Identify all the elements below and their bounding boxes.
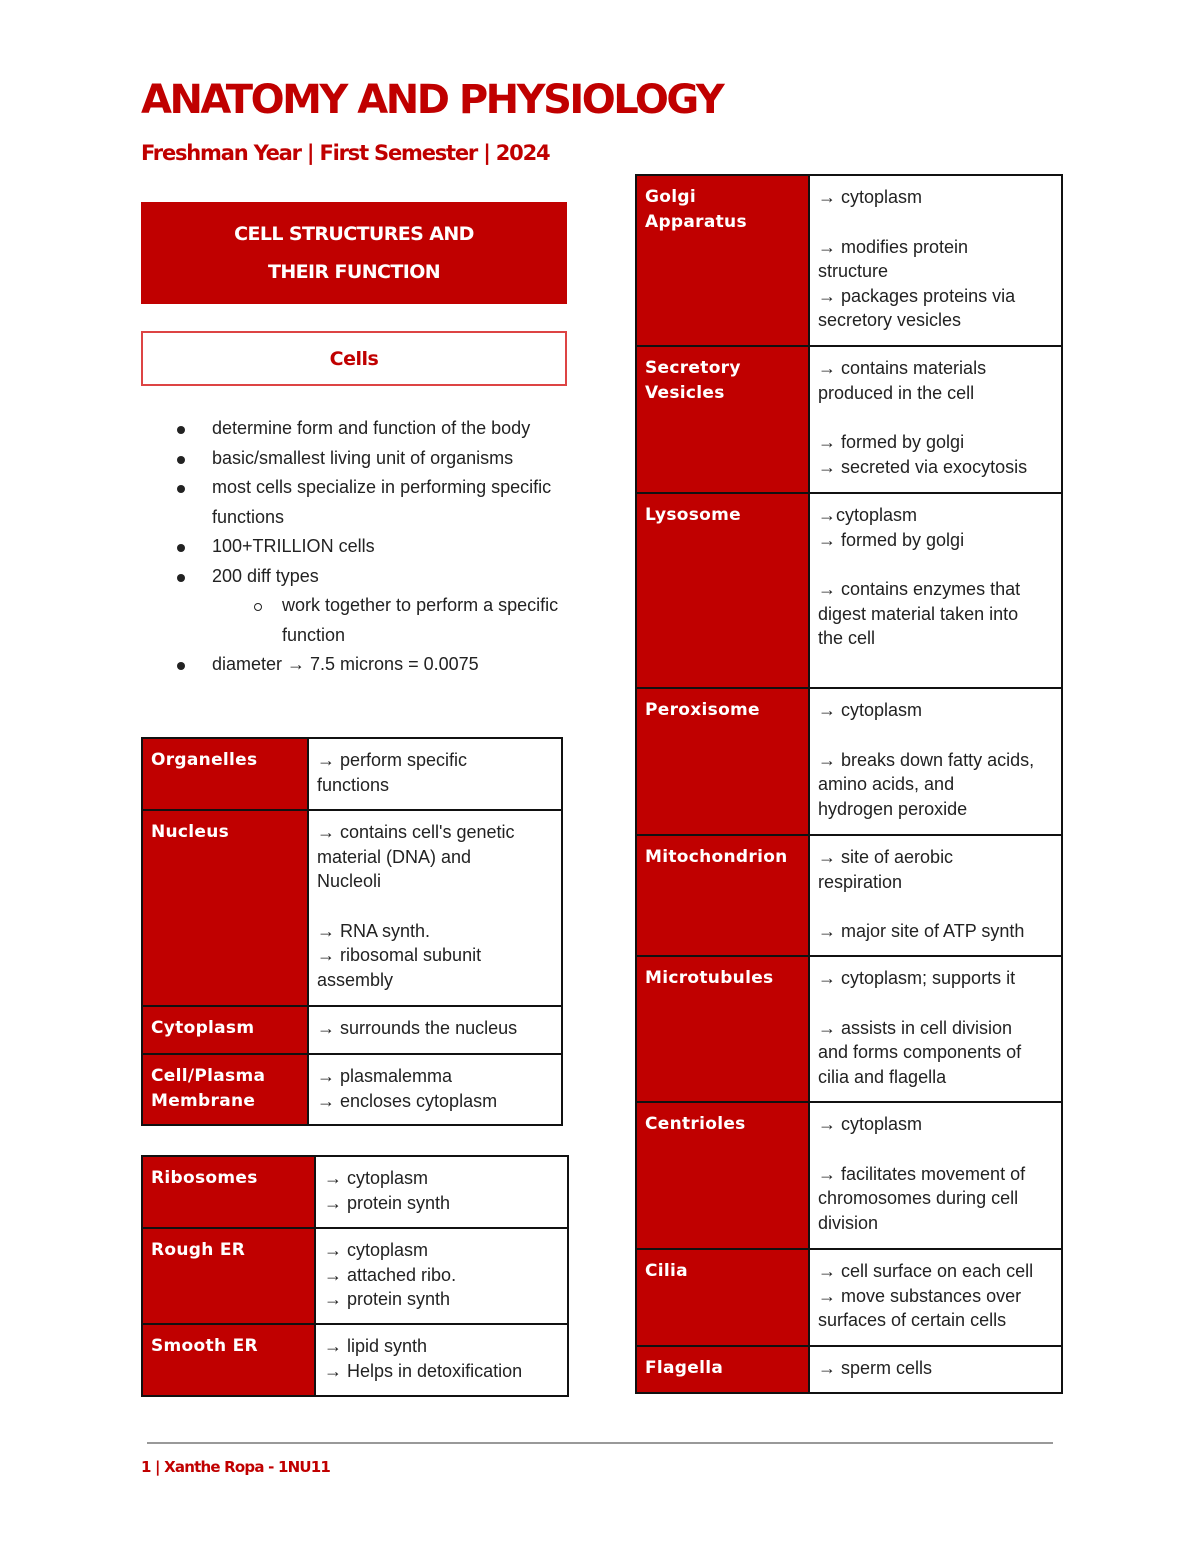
list-item: basic/smallest living unit of organisms: [170, 444, 560, 474]
description-line: produced in the cell: [818, 382, 975, 403]
paragraph-gap: [818, 723, 1053, 748]
description-line: → protein synth: [324, 1192, 451, 1213]
organelle-name: Smooth ER: [142, 1324, 315, 1396]
organelle-description: [809, 956, 1062, 1102]
description-line: → cytoplasm: [324, 1168, 429, 1188]
cells-subheading: Cells: [141, 331, 567, 386]
description-line: → cytoplasm: [324, 1240, 429, 1260]
description-line: → protein synth: [324, 1289, 451, 1309]
table-row-golgi-apparatus: [636, 175, 1062, 346]
organelle-name: Flagella: [636, 1346, 809, 1393]
description-line: division: [818, 1212, 879, 1233]
table-row-ribosomes: [142, 1156, 568, 1228]
description-line: → perform specific: [317, 750, 468, 770]
paragraph-gap: [818, 651, 1053, 676]
description-line: structure: [818, 261, 889, 281]
table-row-mitochondrion: [636, 835, 1062, 956]
organelle-name: Mitochondrion: [636, 835, 809, 956]
organelle-description: [315, 1228, 568, 1324]
description-line: respiration: [818, 871, 903, 892]
document-subtitle: Freshman Year | First Semester | 2024: [141, 141, 550, 165]
organelle-table-left-bottom: [141, 1155, 569, 1397]
list-item: 100+TRILLION cells: [170, 532, 560, 562]
table-row-peroxisome: [636, 688, 1062, 835]
organelle-name: Microtubules: [636, 956, 809, 1102]
table-row-centrioles: [636, 1102, 1062, 1249]
organelle-description: [809, 346, 1062, 493]
description-line: → cytoplasm; supports it: [818, 968, 1016, 988]
organelle-description: [809, 175, 1062, 346]
paragraph-gap: [818, 405, 1053, 430]
description-line: Nucleoli: [317, 871, 382, 891]
paragraph-gap: [818, 894, 1053, 919]
description-line: amino acids, and: [818, 774, 955, 794]
paragraph-gap: [818, 991, 1053, 1016]
table-row-cytoplasm: [142, 1006, 562, 1054]
paragraph-gap: [818, 210, 1053, 235]
organelle-description: [809, 493, 1062, 688]
description-line: secretory vesicles: [818, 310, 962, 330]
organelle-description: [809, 1102, 1062, 1249]
description-line: hydrogen peroxide: [818, 798, 968, 819]
organelle-description: [809, 835, 1062, 956]
organelle-table-left-top: [141, 737, 563, 1126]
organelle-name: Nucleus: [142, 810, 308, 1006]
table-row-smooth-er: [142, 1324, 568, 1396]
description-line: → lipid synth: [324, 1336, 428, 1356]
organelle-description: [308, 1054, 562, 1125]
organelle-description: [308, 1006, 562, 1054]
description-line: → encloses cytoplasm: [317, 1090, 498, 1111]
description-line: → cytoplasm: [818, 700, 923, 720]
description-line: → ribosomal subunit: [317, 945, 482, 965]
organelle-description: [809, 1346, 1062, 1393]
description-line: → assists in cell division: [818, 1017, 1013, 1038]
description-line: → surrounds the nucleus: [317, 1018, 518, 1038]
description-line: →cytoplasm: [818, 505, 918, 525]
section-banner: [141, 202, 567, 304]
table-row-flagella: [636, 1346, 1062, 1393]
organelle-name: Peroxisome: [636, 688, 809, 835]
description-line: → formed by golgi: [818, 432, 965, 452]
organelle-description: [809, 688, 1062, 835]
description-line: functions: [317, 774, 390, 795]
description-line: chromosomes during cell: [818, 1188, 1019, 1208]
description-line: → secreted via exocytosis: [818, 456, 1028, 477]
table-row-rough-er: [142, 1228, 568, 1324]
organelle-description: [315, 1156, 568, 1228]
organelle-description: [308, 810, 562, 1006]
table-row-lysosome: [636, 493, 1062, 688]
sub-bullet-list: [212, 591, 560, 650]
footer-text: 1 | Xanthe Ropa - 1NU11: [141, 1458, 331, 1476]
organelle-description: [809, 1249, 1062, 1346]
table-row-cilia: [636, 1249, 1062, 1346]
footer-divider: [147, 1442, 1053, 1444]
list-item: [170, 562, 560, 651]
description-line: surfaces of certain cells: [818, 1310, 1007, 1330]
description-line: → cytoplasm: [818, 187, 923, 207]
organelle-name: Cytoplasm: [142, 1006, 308, 1054]
table-row-cell-plasma-membrane: [142, 1054, 562, 1125]
description-line: → site of aerobic: [818, 847, 954, 867]
organelle-name: Cilia: [636, 1249, 809, 1346]
description-line: → cell surface on each cell: [818, 1261, 1034, 1281]
organelle-name: Golgi Apparatus: [636, 175, 809, 346]
description-line: cilia and flagella: [818, 1066, 947, 1087]
description-line: → major site of ATP synth: [818, 921, 1025, 941]
cells-bullet-list: [170, 414, 560, 680]
section-banner-line2: THEIR FUNCTION: [267, 261, 441, 283]
table-row-nucleus: [142, 810, 562, 1006]
organelle-description: [308, 738, 562, 810]
description-line: the cell: [818, 628, 876, 648]
list-item: most cells specialize in performing specific functions: [170, 473, 560, 532]
description-line: and forms components of: [818, 1042, 1022, 1062]
description-line: → contains cell's genetic: [317, 822, 515, 842]
description-line: → breaks down fatty acids,: [818, 749, 1035, 770]
description-line: → plasmalemma: [317, 1066, 453, 1086]
paragraph-gap: [818, 552, 1053, 577]
description-line: material (DNA) and: [317, 846, 472, 867]
list-item: diameter → 7.5 microns = 0.0075: [170, 650, 560, 680]
description-line: → RNA synth.: [317, 920, 431, 941]
organelle-description: [315, 1324, 568, 1396]
organelle-name: Cell/Plasma Membrane: [142, 1054, 308, 1125]
section-banner-line1: CELL STRUCTURES AND: [234, 223, 474, 245]
organelle-name: Rough ER: [142, 1228, 315, 1324]
table-row-secretory-vesicles: [636, 346, 1062, 493]
document-title: ANATOMY AND PHYSIOLOGY: [141, 77, 723, 123]
organelle-name: Ribosomes: [142, 1156, 315, 1228]
organelle-table-right: [635, 174, 1063, 1394]
description-line: → cytoplasm: [818, 1114, 923, 1134]
table-row-organelles: [142, 738, 562, 810]
list-item-text: 200 diff types: [212, 565, 319, 586]
description-line: → formed by golgi: [818, 529, 965, 550]
description-line: → contains materials: [818, 358, 987, 378]
list-item: determine form and function of the body: [170, 414, 560, 444]
organelle-name: Centrioles: [636, 1102, 809, 1249]
table-row-microtubules: [636, 956, 1062, 1102]
description-line: digest material taken into: [818, 603, 1019, 624]
description-line: → Helps in detoxification: [324, 1360, 523, 1381]
description-line: → facilitates movement of: [818, 1163, 1026, 1184]
description-line: → contains enzymes that: [818, 579, 1021, 599]
paragraph-gap: [317, 894, 553, 919]
organelle-name: Lysosome: [636, 493, 809, 688]
description-line: → move substances over: [818, 1285, 1022, 1306]
organelle-name: Secretory Vesicles: [636, 346, 809, 493]
description-line: assembly: [317, 969, 394, 990]
sub-list-item: work together to perform a specific function: [212, 591, 560, 650]
organelle-name: Organelles: [142, 738, 308, 810]
description-line: → sperm cells: [818, 1358, 933, 1378]
description-line: → attached ribo.: [324, 1264, 457, 1285]
description-line: → packages proteins via: [818, 285, 1016, 306]
paragraph-gap: [818, 1137, 1053, 1162]
description-line: → modifies protein: [818, 236, 969, 257]
